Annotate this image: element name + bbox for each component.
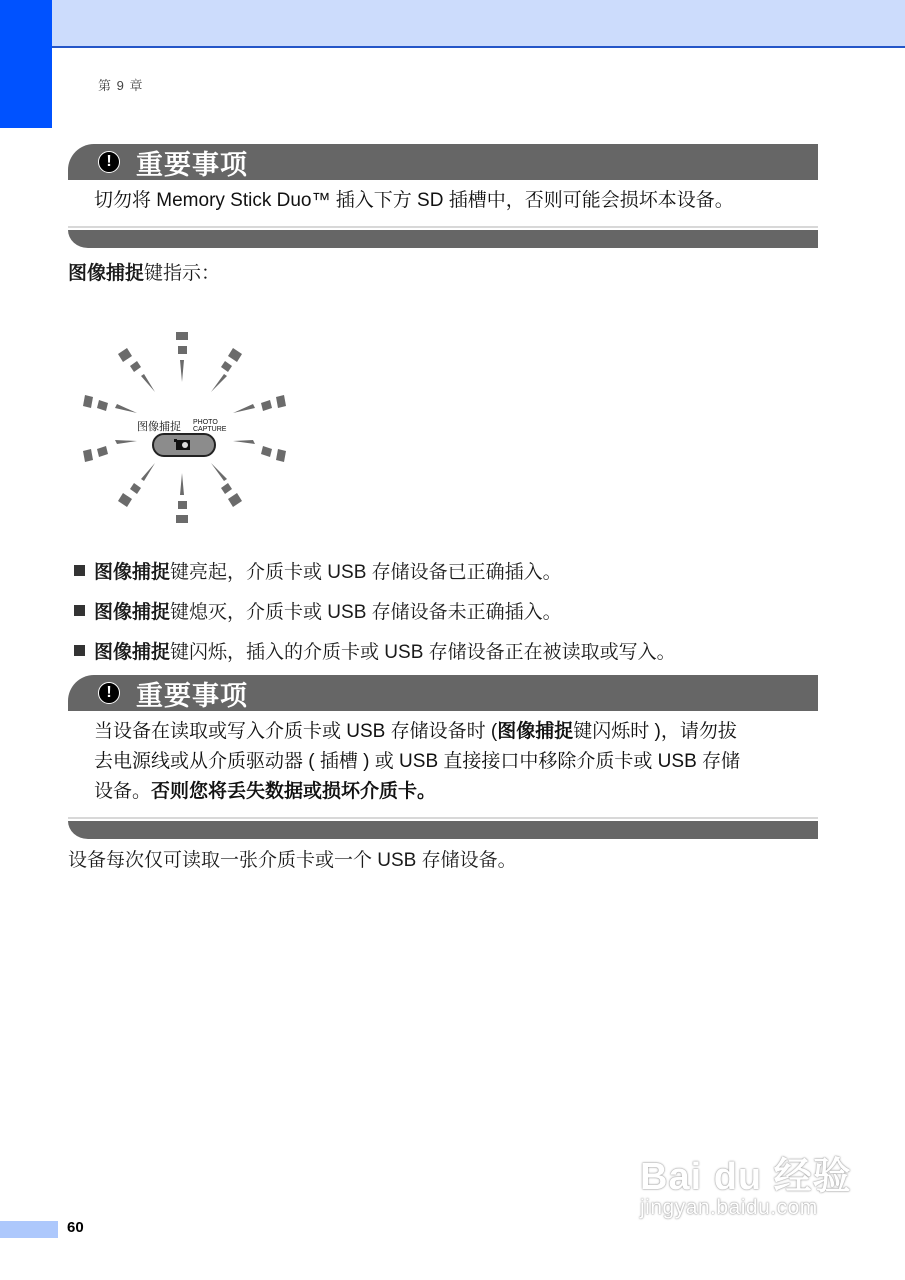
notice-line-1: 当设备在读取或写入介质卡或 USB 存储设备时 (图像捕捉键闪烁时 )，请勿拔: [94, 721, 737, 742]
notice-footer-bar: [68, 821, 818, 839]
footnote-text: 设备每次仅可读取一张介质卡或一个 USB 存储设备。: [68, 850, 517, 871]
bullet-bold: 图像捕捉: [94, 641, 171, 663]
bullet-square-icon: [74, 605, 85, 616]
notice-title: 重要事项: [136, 680, 248, 711]
notice-title: 重要事项: [136, 149, 248, 180]
heading-bold: 图像捕捉: [68, 263, 145, 284]
important-notice-1: [68, 144, 818, 248]
list-item: [74, 590, 676, 630]
exclamation-icon: !: [98, 151, 120, 173]
exclamation-icon: !: [98, 682, 120, 704]
notice-footer-bar: [68, 230, 818, 248]
indicator-states-list: [74, 550, 676, 670]
bullet-bold: 图像捕捉: [94, 561, 171, 583]
list-item: [74, 550, 676, 590]
chapter-label: 第 9 章: [98, 78, 144, 93]
notice-line-3: 设备。否则您将丢失数据或损坏介质卡。: [94, 781, 437, 802]
camera-icon: [174, 439, 190, 450]
heading-rest: 键指示：: [144, 263, 221, 284]
notice-header: [68, 144, 818, 180]
bullet-text: 键熄灭，介质卡或 USB 存储设备未正确插入。: [170, 601, 562, 623]
watermark-logo: Bai du 经验: [640, 1156, 852, 1198]
button-label-cn: 图像捕捉: [137, 420, 181, 433]
notice-body: [68, 711, 818, 819]
notice-line-2: 去电源线或从介质驱动器 ( 插槽 ) 或 USB 直接接口中移除介质卡或 USB 存储: [94, 751, 741, 772]
header-band: [52, 0, 905, 48]
button-label-en-2: CAPTURE: [193, 426, 227, 433]
flashing-rays-icon: [75, 320, 295, 535]
photo-capture-indicator-figure: [75, 320, 295, 535]
section-heading: [68, 258, 220, 285]
important-notice-2: [68, 675, 818, 839]
notice-body: 切勿将 Memory Stick Duo™ 插入下方 SD 插槽中，否则可能会损坏本设备。: [68, 180, 818, 228]
bullet-square-icon: [74, 645, 85, 656]
watermark-url: jingyan.baidu.com: [640, 1196, 818, 1219]
bullet-square-icon: [74, 565, 85, 576]
bullet-bold: 图像捕捉: [94, 601, 171, 623]
list-item: [74, 630, 676, 670]
page-number-tab: [0, 1221, 58, 1238]
baidu-watermark: [640, 1145, 855, 1245]
notice-header: [68, 675, 818, 711]
page-number: 60: [67, 1219, 84, 1236]
button-label-en-1: PHOTO: [193, 419, 218, 426]
chapter-side-tab: [0, 0, 52, 128]
bullet-text: 键亮起，介质卡或 USB 存储设备已正确插入。: [170, 561, 562, 583]
bullet-text: 键闪烁，插入的介质卡或 USB 存储设备正在被读取或写入。: [170, 641, 676, 663]
